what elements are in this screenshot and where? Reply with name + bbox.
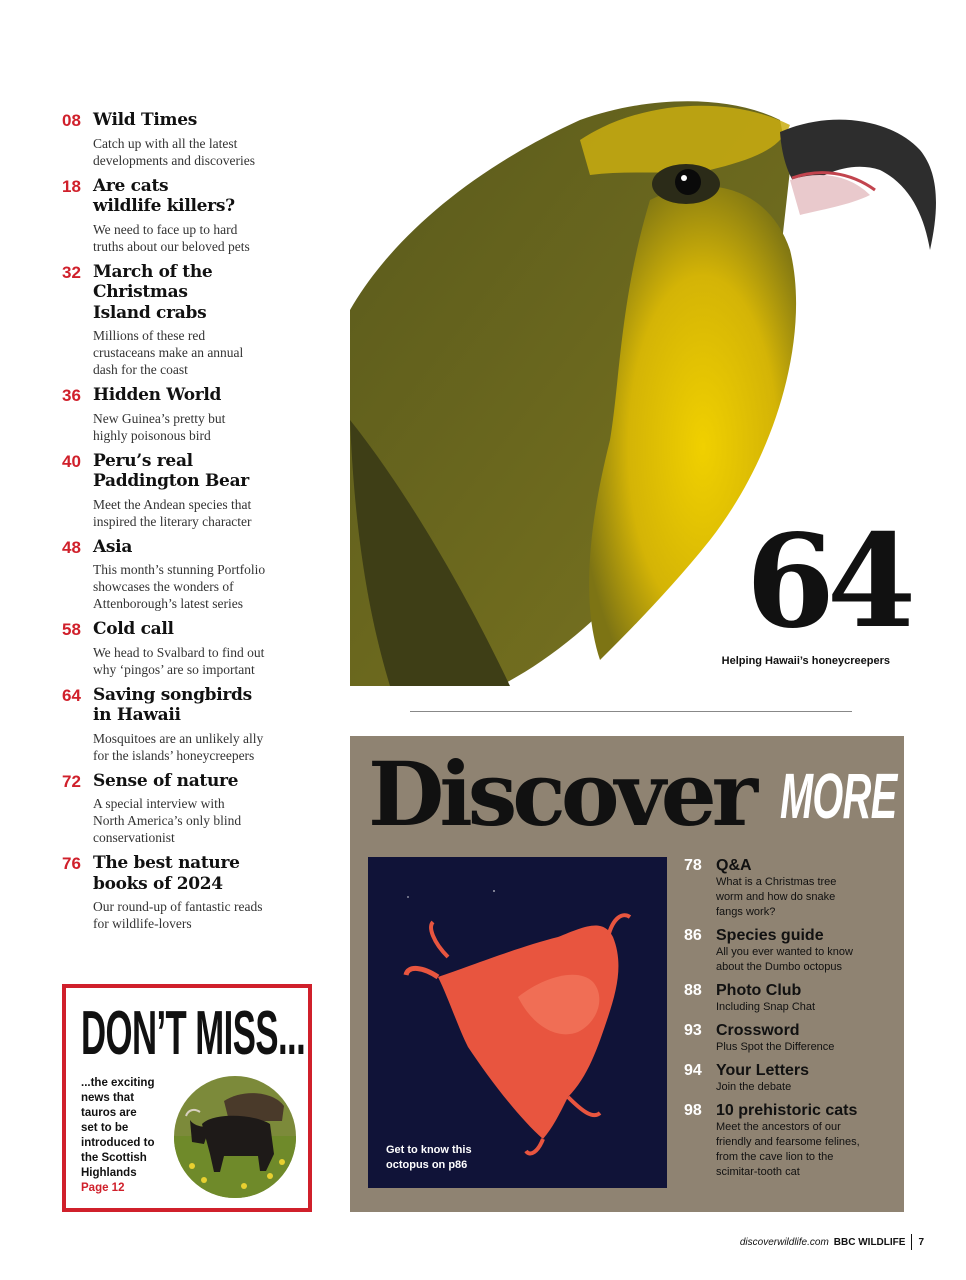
entry-page-number: 72: [62, 771, 81, 791]
entry-text: [93, 537, 302, 613]
discover-entry-text: [716, 927, 853, 975]
entry-page-number: 48: [62, 537, 81, 557]
discover-entry[interactable]: [684, 1102, 894, 1180]
contents-list: [62, 110, 302, 939]
discover-entry-title: 10 prehistoric cats: [716, 1102, 858, 1119]
contents-entry[interactable]: [62, 771, 302, 847]
feature-caption: Helping Hawaii’s honeycreepers: [721, 655, 890, 667]
hero-bird-image: [350, 0, 966, 686]
discover-more-panel: [350, 736, 904, 1212]
discover-entry-description: Including Snap Chat: [716, 1001, 816, 1013]
discover-heading: Discover: [368, 742, 754, 846]
contents-entry[interactable]: [62, 451, 302, 530]
entry-description: We need to face up to hard truths about our beloved pets: [93, 221, 250, 254]
page-footer: [740, 1234, 924, 1250]
entry-title: Are cats wildlife killers?: [93, 175, 235, 216]
contents-entry[interactable]: [62, 619, 302, 678]
discover-entry-title: Species guide: [716, 927, 824, 944]
entry-page-number: 08: [62, 111, 81, 130]
entry-page-number: 76: [62, 854, 81, 873]
discover-entry-title: Crossword: [716, 1022, 800, 1039]
entry-page-number: 32: [62, 262, 81, 282]
contents-entry[interactable]: [62, 176, 302, 255]
entry-description: Mosquitoes are an unlikely ally for the islands’ honeycreepers: [93, 730, 264, 763]
contents-entry[interactable]: [62, 853, 302, 932]
entry-text: [93, 176, 302, 255]
discover-entry-description: What is a Christmas tree worm and how do snake fangs work?: [716, 876, 837, 918]
dont-miss-box: [62, 984, 312, 1212]
entry-text: [93, 771, 302, 847]
dont-miss-page-link[interactable]: Page 12: [81, 1182, 125, 1194]
contents-entry[interactable]: [62, 537, 302, 613]
discover-entry[interactable]: [684, 982, 894, 1015]
discover-entry-description: All you ever wanted to know about the Dumbo octopus: [716, 946, 853, 973]
discover-entry-text: [716, 982, 815, 1015]
entry-text: [93, 619, 302, 678]
discover-page-number: 86: [684, 927, 702, 944]
discover-list: [684, 857, 894, 1187]
entry-title: Hidden World: [93, 385, 222, 405]
footer-site[interactable]: discoverwildlife.com: [739, 1236, 829, 1248]
entry-page-number: 64: [62, 685, 81, 705]
discover-entry-description: Join the debate: [716, 1081, 792, 1093]
contents-entry[interactable]: [62, 110, 302, 169]
discover-page-number: 98: [684, 1102, 702, 1119]
discover-page-number: 88: [684, 982, 702, 999]
contents-entry[interactable]: [62, 385, 302, 444]
footer-page-number: 7: [918, 1236, 924, 1248]
entry-page-number: 36: [62, 386, 81, 405]
entry-text: [93, 385, 302, 444]
discover-entry-text: [716, 1022, 834, 1055]
tauros-illustration: [174, 1076, 296, 1198]
footer-brand: BBC WILDLIFE: [833, 1236, 906, 1248]
entry-text: [93, 685, 302, 764]
entry-description: New Guinea’s pretty but highly poisonous bird: [93, 410, 226, 443]
entry-page-number: 18: [62, 176, 81, 196]
divider: [410, 711, 852, 712]
entry-text: [93, 110, 302, 169]
contents-entry[interactable]: [62, 685, 302, 764]
entry-description: A special interview with North America’s only blind conservationist: [93, 796, 242, 845]
entry-page-number: 58: [62, 620, 81, 639]
feature-page-number: 64: [745, 507, 908, 657]
entry-description: Millions of these red crustaceans make an annual dash for the coast: [93, 328, 244, 377]
octopus-image: [368, 857, 667, 1188]
discover-entry[interactable]: [684, 927, 894, 975]
entry-title: Sense of nature: [93, 770, 239, 791]
discover-entry-text: [716, 1062, 809, 1095]
entry-description: Catch up with all the latest developments and discoveries: [93, 135, 255, 168]
contents-entry[interactable]: [62, 262, 302, 379]
discover-entry-description: Plus Spot the Difference: [716, 1041, 835, 1053]
discover-entry-text: [716, 857, 836, 920]
octopus-illustration: [368, 857, 667, 1188]
discover-page-number: 93: [684, 1022, 702, 1039]
discover-entry-title: Q&A: [716, 857, 752, 874]
entry-title: Wild Times: [93, 110, 197, 130]
entry-title: Cold call: [93, 619, 174, 639]
entry-description: We head to Svalbard to find out why ‘pingos’ are so important: [93, 644, 265, 677]
discover-entry[interactable]: [684, 1022, 894, 1055]
footer-separator: [911, 1234, 912, 1250]
tauros-image: [174, 1076, 296, 1198]
entry-text: [93, 853, 302, 932]
dont-miss-text: ...the exciting news that tauros are set to be introduced to the Scottish Highlands: [81, 1077, 155, 1179]
discover-entry-title: Your Letters: [716, 1062, 810, 1079]
entry-description: Meet the Andean species that inspired the literary character: [93, 496, 252, 529]
entry-description: Our round-up of fantastic reads for wildlife-lovers: [93, 899, 263, 931]
dont-miss-title: DON’T MISS...: [81, 999, 306, 1068]
entry-title: Peru’s real Paddington Bear: [93, 450, 249, 491]
entry-description: This month’s stunning Portfolio showcases the wonders of Attenborough’s latest series: [93, 562, 266, 611]
discover-entry-description: Meet the ancestors of our friendly and fearsome felines, from the cave lion to the scimitar-tooth cat: [716, 1121, 860, 1178]
discover-page-number: 78: [684, 857, 702, 874]
entry-text: [93, 262, 302, 379]
entry-title: March of the Christmas Island crabs: [93, 261, 213, 323]
entry-title: The best nature books of 2024: [93, 853, 240, 894]
discover-page-number: 94: [684, 1062, 702, 1079]
discover-entry[interactable]: [684, 1062, 894, 1095]
entry-text: [93, 451, 302, 530]
entry-title: Saving songbirds in Hawaii: [93, 684, 252, 725]
octopus-caption: Get to know this octopus on p86: [386, 1144, 472, 1171]
entry-page-number: 40: [62, 451, 81, 471]
discover-entry-title: Photo Club: [716, 982, 802, 999]
more-heading: MORE: [780, 760, 897, 832]
discover-entry[interactable]: [684, 857, 894, 920]
entry-title: Asia: [93, 536, 133, 557]
discover-entry-text: [716, 1102, 860, 1180]
